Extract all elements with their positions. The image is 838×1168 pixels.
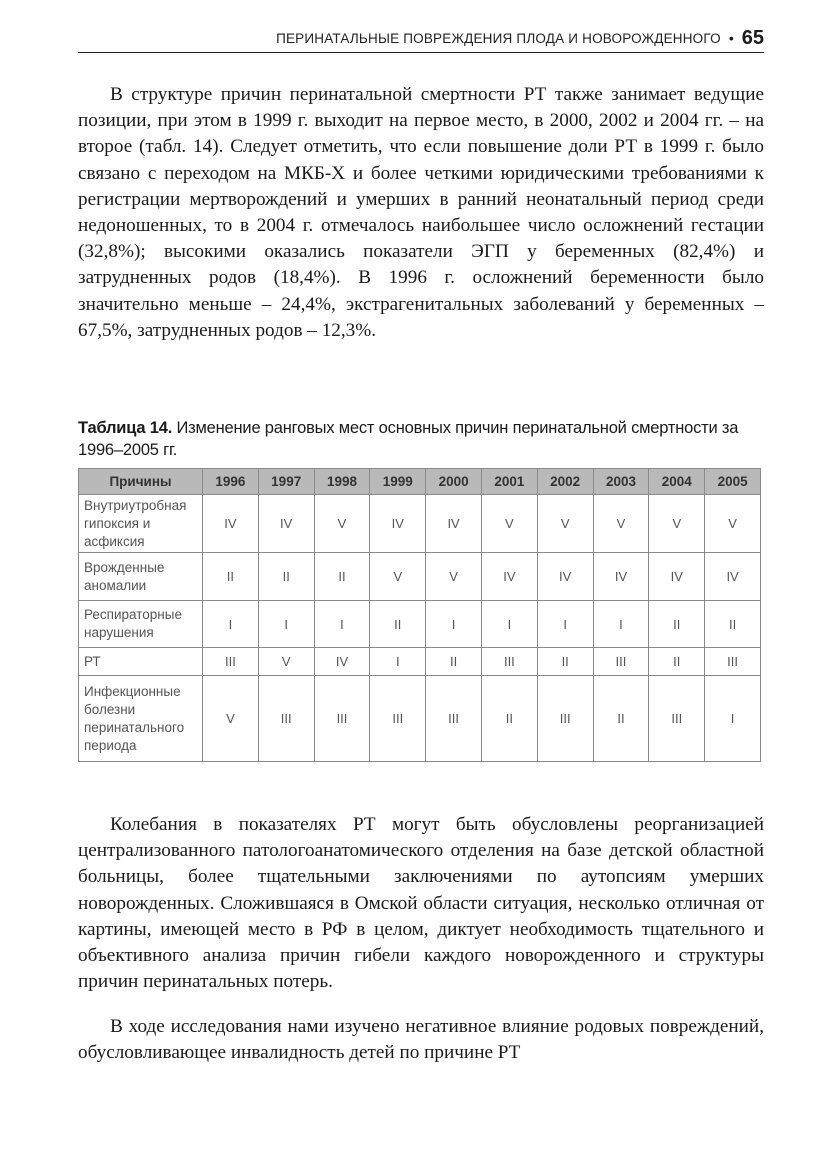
table-row: [79, 553, 761, 601]
rank-cell: V: [426, 553, 482, 601]
header-cell: 2005: [705, 469, 761, 495]
rank-cell: III: [593, 648, 649, 676]
rank-cell: IV: [537, 553, 593, 601]
cause-cell: РТ: [79, 648, 203, 676]
rank-cell: III: [537, 676, 593, 762]
rank-cell: III: [481, 648, 537, 676]
rank-cell: II: [537, 648, 593, 676]
table-caption-text: Изменение ранговых мест основных причин перинатальной смертности за 1996–2005 гг.: [78, 419, 739, 459]
rank-cell: V: [370, 553, 426, 601]
rank-cell: V: [203, 676, 259, 762]
header-cell: 1998: [314, 469, 370, 495]
rank-cell: V: [649, 495, 705, 553]
rank-cell: II: [649, 601, 705, 648]
rank-cell: V: [593, 495, 649, 553]
table-row: [79, 676, 761, 762]
rank-cell: III: [370, 676, 426, 762]
rank-cell: II: [258, 553, 314, 601]
rank-cell: II: [593, 676, 649, 762]
header-cell: 1996: [203, 469, 259, 495]
rank-cell: I: [426, 601, 482, 648]
page-number: 65: [741, 26, 764, 49]
rank-cell: II: [370, 601, 426, 648]
rank-table: [78, 468, 761, 762]
cause-cell: Респираторные нарушения: [79, 601, 203, 648]
rank-cell: II: [705, 601, 761, 648]
rank-cell: I: [258, 601, 314, 648]
header-cell: 2004: [649, 469, 705, 495]
table-caption-label: Таблица 14.: [78, 419, 173, 437]
rank-cell: II: [481, 676, 537, 762]
paragraph-3-text: В ходе исследования нами изучено негативное влияние родовых повреждений, обусловливающее инвалидность детей по причине РТ: [78, 1016, 764, 1064]
rank-cell: III: [203, 648, 259, 676]
rank-cell: IV: [370, 495, 426, 553]
table-caption: [78, 417, 764, 461]
table-row: [79, 601, 761, 648]
rank-cell: III: [258, 676, 314, 762]
running-header: [78, 24, 764, 53]
cause-cell: Внутриутробная гипоксия и асфиксия: [79, 495, 203, 553]
table-header-row: [79, 469, 761, 495]
rank-cell: I: [537, 601, 593, 648]
header-cell: 2003: [593, 469, 649, 495]
header-cell: 1999: [370, 469, 426, 495]
rank-cell: I: [593, 601, 649, 648]
rank-cell: IV: [705, 553, 761, 601]
rank-cell: II: [203, 553, 259, 601]
paragraph-2-text: Колебания в показателях РТ могут быть обусловлены реорганизацией централизованного патологоанатомического отделения на базе детской областной больницы, более тщательными заключениями по аутопсиям умерших новорожденных. Сложившаяся в Омской области ситуация, несколько отличная от картины, имеющей место в РФ в целом, диктует необходимость тщательного и объективного анализа причин гибели каждого новорожденного и структуры причин перинатальных потерь.: [78, 814, 764, 993]
running-title: ПЕРИНАТАЛЬНЫЕ ПОВРЕЖДЕНИЯ ПЛОДА И НОВОРОЖДЕННОГО: [276, 30, 721, 46]
rank-cell: IV: [649, 553, 705, 601]
rank-cell: IV: [481, 553, 537, 601]
header-cell: Причины: [79, 469, 203, 495]
paragraph-1-text: В структуре причин перинатальной смертности РТ также занимает ведущие позиции, при этом в 1999 г. выходит на первое место, в 2000, 2002 и 2004 гг. – на второе (табл. 14). Следует отметить, что если повышение доли РТ в 1999 г. было связано с переходом на МКБ-X и более четкими юридическими требованиями к регистрации мертворождений и умерших в ранний неонатальный период среди недоношенных, то в 2004 г. отмечалось наибольшее число осложнений гестации (32,8%); высокими оказались показатели ЭГП у беременных (82,4%) и затрудненных родов (18,4%). В 1996 г. осложнений беременности было значительно меньше – 24,4%, экстрагенитальных заболеваний у беременных – 67,5%, затрудненных родов – 12,3%.: [78, 84, 764, 341]
header-bullet: •: [728, 30, 734, 46]
rank-cell: I: [370, 648, 426, 676]
header-cell: 1997: [258, 469, 314, 495]
rank-cell: IV: [203, 495, 259, 553]
rank-cell: I: [314, 601, 370, 648]
rank-cell: V: [314, 495, 370, 553]
cause-cell: Инфекционные болезни перинатального периода: [79, 676, 203, 762]
table-row: [79, 495, 761, 553]
rank-cell: IV: [314, 648, 370, 676]
rank-cell: II: [314, 553, 370, 601]
rank-cell: I: [203, 601, 259, 648]
rank-cell: IV: [426, 495, 482, 553]
header-cell: 2001: [481, 469, 537, 495]
rank-cell: I: [481, 601, 537, 648]
cause-cell: Врожденные аномалии: [79, 553, 203, 601]
rank-cell: V: [258, 648, 314, 676]
header-cell: 2000: [426, 469, 482, 495]
table-row: [79, 648, 761, 676]
rank-cell: V: [481, 495, 537, 553]
paragraph-3: [78, 1014, 764, 1066]
rank-cell: III: [705, 648, 761, 676]
rank-cell: V: [705, 495, 761, 553]
rank-cell: IV: [258, 495, 314, 553]
rank-cell: III: [649, 676, 705, 762]
paragraph-1: [78, 82, 764, 344]
rank-cell: III: [314, 676, 370, 762]
rank-cell: II: [426, 648, 482, 676]
header-cell: 2002: [537, 469, 593, 495]
rank-cell: I: [705, 676, 761, 762]
rank-cell: III: [426, 676, 482, 762]
rank-cell: II: [649, 648, 705, 676]
rank-cell: V: [537, 495, 593, 553]
rank-cell: IV: [593, 553, 649, 601]
paragraph-2: [78, 812, 764, 995]
